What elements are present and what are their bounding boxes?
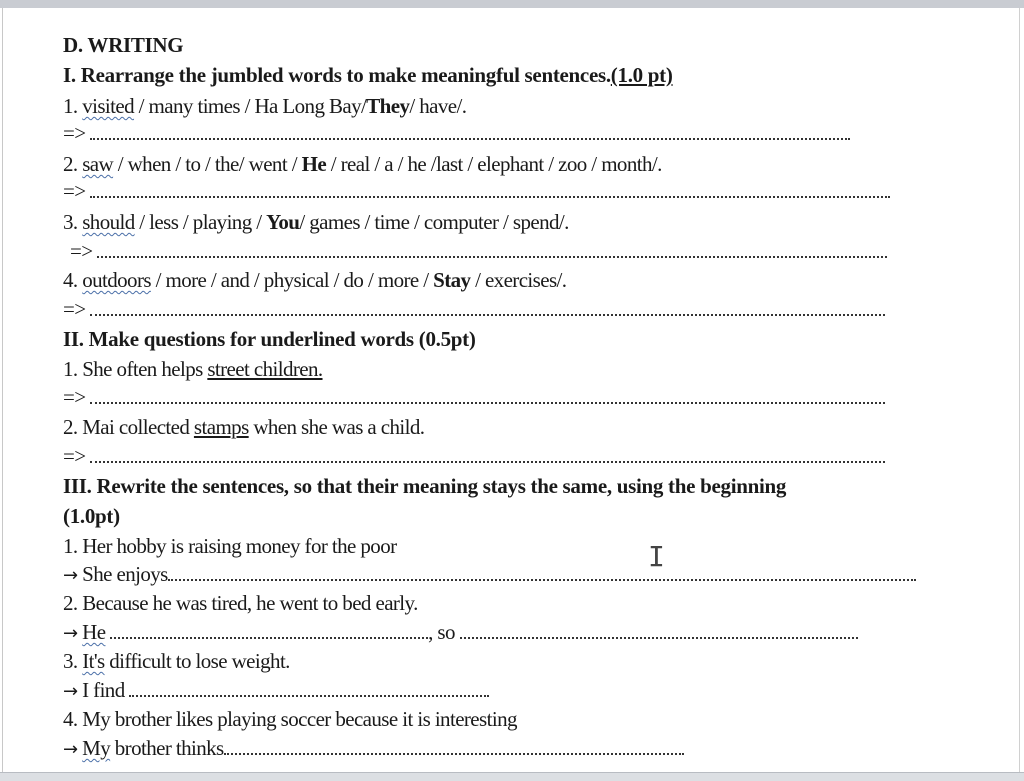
part1-heading [63,62,673,88]
answer-dotted-line[interactable] [168,561,916,581]
rewrite-line[interactable] [63,735,684,763]
item-text: 2. Mai collected [63,415,194,439]
part3-item-3 [63,648,290,674]
rewrite-start: My [82,736,111,760]
item-text: when she was a child. [248,415,425,439]
rewrite-line[interactable] [63,677,489,705]
item-text: / have/. [409,94,467,118]
part2-item-1 [63,356,323,382]
answer-dotted-line[interactable] [90,443,885,463]
part2-heading: II. Make questions for underlined words (0.5pt) [63,327,476,351]
answer-prefix: => [63,444,86,468]
answer-prefix: => [63,297,86,321]
answer-dotted-line[interactable] [90,178,890,198]
part1-item-2 [63,151,662,177]
part2-item-2 [63,414,424,440]
item-text: / more / and / physical / do / more / [150,268,434,292]
item-bold-word: He [301,152,327,176]
part3-heading: III. Rewrite the sentences, so that their meaning stays the same, using the beginning [63,474,787,498]
item-bold-word: They [366,94,410,118]
rewrite-line[interactable] [63,561,916,589]
section-title: D. WRITING [63,33,184,57]
part1-item-1 [63,93,466,119]
item-bold-word: You [266,210,300,234]
part1-item-4 [63,267,566,293]
answer-line[interactable] [63,120,850,146]
part3-points: (1.0pt) [63,504,120,528]
item-text: / less / playing / [134,210,267,234]
part1-points: (1.0 pt) [610,63,673,87]
answer-dotted-line[interactable] [97,238,887,258]
answer-prefix: => [63,121,86,145]
rewrite-start: I find [82,678,125,702]
item-number: 3. [63,649,83,673]
part3-item-4: 4. My brother likes playing soccer because it is interesting [63,707,517,731]
item-text: / real / a / he /last / elephant / zoo / month/. [326,152,662,176]
rewrite-start: She enjoys [82,562,168,586]
item-text: 1. She often helps [63,357,208,381]
answer-line[interactable] [63,296,885,322]
rewrite-middle: , so [428,620,455,644]
item-text: / exercises/. [470,268,567,292]
item-first-word: outdoors [82,268,151,292]
answer-line[interactable] [63,443,885,469]
rewrite-line[interactable] [63,619,858,647]
item-first-word: It's [82,649,105,673]
arrow-icon: → [63,565,78,586]
part3-item-2: 2. Because he was tired, he went to bed early. [63,591,418,615]
part1-item-3 [63,209,569,235]
item-first-word: saw [82,152,114,176]
answer-line[interactable] [63,384,885,410]
underlined-words: stamps [193,415,249,439]
item-number: 3. [63,210,78,234]
answer-dotted-line[interactable] [90,120,850,140]
part3-item-1: 1. Her hobby is raising money for the poor [63,534,397,558]
part1-heading-text: I. Rearrange the jumbled words to make meaningful sentences. [63,63,611,87]
underlined-words: street children. [207,357,323,381]
item-first-word: should [82,210,135,234]
answer-dotted-line[interactable] [90,384,885,404]
arrow-icon: → [63,739,78,760]
answer-dotted-line[interactable] [224,735,684,755]
answer-line[interactable] [63,178,890,204]
item-text: difficult to lose weight. [104,649,290,673]
arrow-icon: → [63,623,78,644]
answer-dotted-line[interactable] [460,619,858,639]
text-cursor-icon: I [648,540,665,573]
answer-prefix: => [63,385,86,409]
answer-prefix: => [70,239,93,263]
answer-dotted-line[interactable] [110,619,428,639]
item-number: 1. [63,94,78,118]
item-text: / when / to / the/ went / [113,152,302,176]
rewrite-start: He [82,620,106,644]
answer-line[interactable] [70,238,887,264]
answer-dotted-line[interactable] [90,296,885,316]
item-number: 2. [63,152,78,176]
rewrite-start: brother thinks [110,736,224,760]
item-first-word: visited [82,94,135,118]
item-text: / many times / Ha Long Bay/ [134,94,367,118]
item-number: 4. [63,268,78,292]
answer-dotted-line[interactable] [129,677,489,697]
item-bold-word: Stay [433,268,471,292]
answer-prefix: => [63,179,86,203]
item-text: / games / time / computer / spend/. [299,210,569,234]
arrow-icon: → [63,681,78,702]
